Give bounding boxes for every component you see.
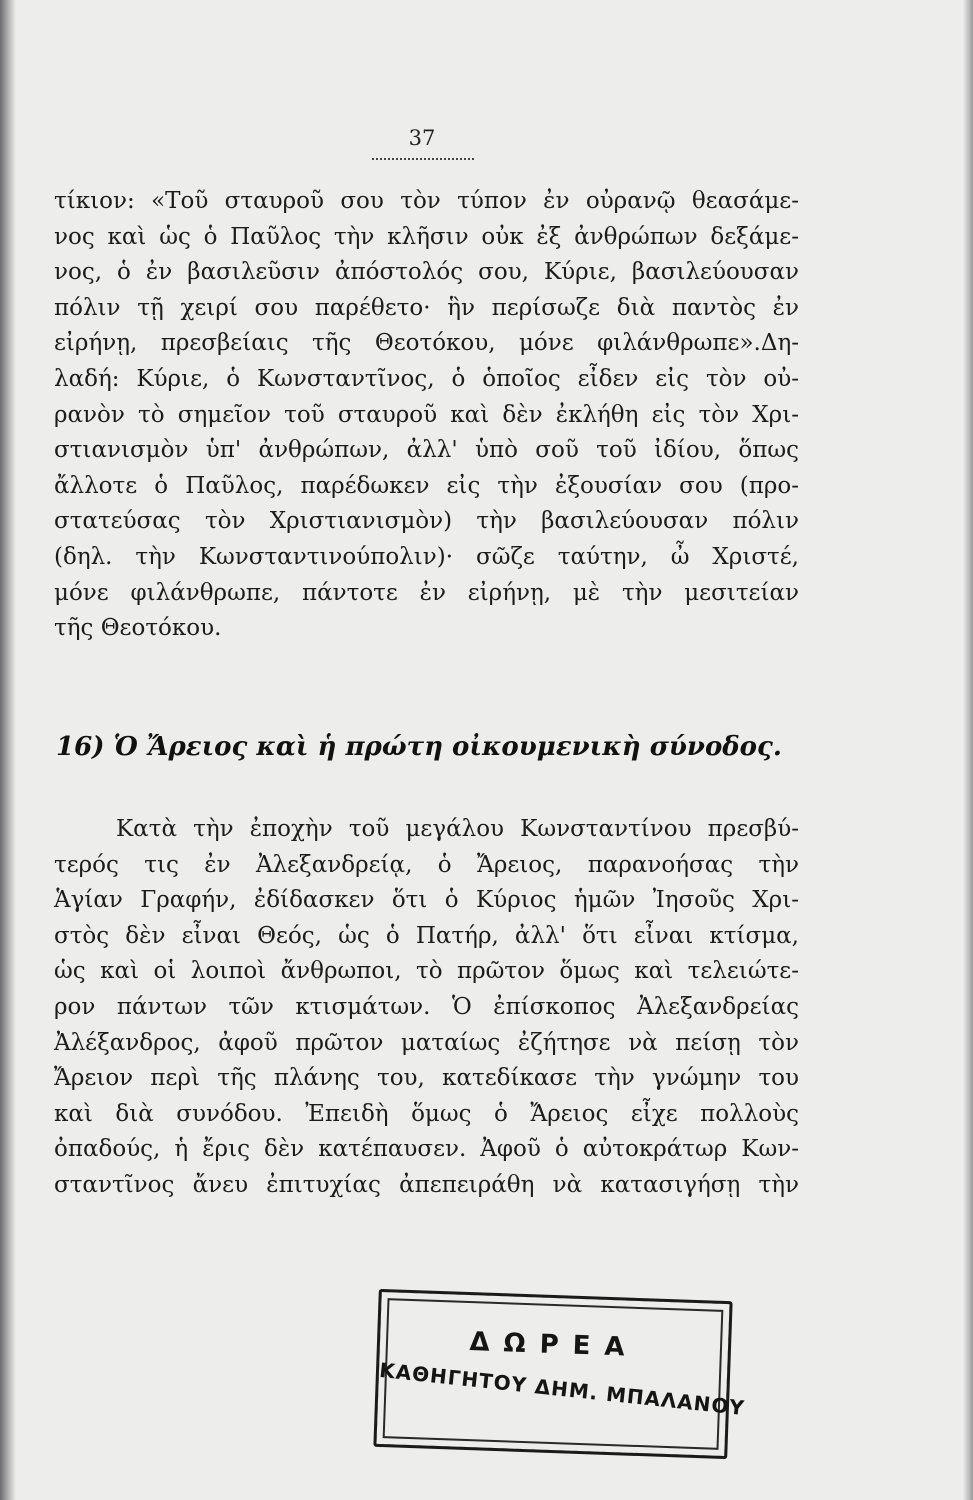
page-number-rule (372, 158, 474, 160)
text-line: στιανισμὸν ὑπ' ἀνθρώπων, ἀλλ' ὑπὸ σοῦ τοῦ ἰδίου, ὅπως (54, 437, 799, 464)
text-line: Κατὰ τὴν ἐποχὴν τοῦ μεγάλου Κωνσταντίνου πρεσβύ- (116, 816, 799, 842)
text-line: καὶ διὰ συνόδου. Ἐπειδὴ ὅμως ὁ Ἄρειος εἶχε πολλοὺς (54, 1100, 799, 1127)
text-line: μόνε φιλάνθρωπε, πάντοτε ἐν εἰρήνῃ, μὲ τὴν μεσιτείαν (54, 579, 799, 606)
paragraph-section-16 (54, 812, 799, 1204)
text-line: ρανὸν τὸ σημεῖον τοῦ σταυροῦ καὶ δὲν ἐκλήθη εἰς τὸν Χρι- (54, 401, 799, 428)
text-line: τῆς Θεοτόκου. (54, 615, 222, 642)
page-edge-shadow (963, 0, 973, 1500)
stamp-title: ΔΩΡΕΑ (468, 1327, 640, 1363)
donation-stamp (373, 1289, 746, 1459)
text-line: ρον πάντων τῶν κτισμάτων. Ὁ ἐπίσκοπος Ἀλεξανδρείας (54, 993, 799, 1020)
text-line: Ἄρειον περὶ τῆς πλάνης του, κατεδίκασε τὴν γνώμην του (54, 1065, 799, 1092)
text-line: τερός τις ἐν Ἀλεξανδρείᾳ, ὁ Ἄρειος, παρανοήσας τὴν (54, 851, 799, 878)
text-line: σταντῖνος ἄνευ ἐπιτυχίας ἀπεπειράθη νὰ κατασιγήσῃ τὴν (54, 1171, 799, 1198)
page-binding-shadow (0, 0, 16, 1500)
page-number: 37 (408, 126, 436, 150)
text-line: λαδή: Κύριε, ὁ Κωνσταντῖνος, ὁ ὁποῖος εἶδεν εἰς τὸν οὐ- (54, 365, 799, 392)
paragraph-continuation (54, 184, 799, 647)
text-line: Ἀλέξανδρος, ἀφοῦ πρῶτον ματαίως ἐζήτησε νὰ πείσῃ τὸν (54, 1029, 799, 1056)
text-line: πόλιν τῇ χειρί σου παρέθετο· ἣν περίσωζε διὰ παντὸς ἐν (54, 294, 799, 321)
text-line: (δηλ. τὴν Κωνσταντινούπολιν)· σῶζε ταύτην, ὦ Χριστέ, (54, 543, 799, 570)
section-heading: 16) Ὁ Ἄρειος καὶ ἡ πρώτη οἰκουμενικὴ σύνοδος. (56, 732, 782, 762)
text-line: στὸς δὲν εἶναι Θεός, ὡς ὁ Πατήρ, ἀλλ' ὅτι εἶναι κτίσμα, (54, 922, 799, 949)
text-line: εἰρήνῃ, πρεσβείαις τῆς Θεοτόκου, μόνε φιλάνθρωπε».Δη- (54, 330, 799, 357)
text-line: ὡς καὶ οἱ λοιποὶ ἄνθρωποι, τὸ πρῶτον ὅμως καὶ τελειώτε- (54, 958, 799, 985)
text-line: τίκιον: «Τοῦ σταυροῦ σου τὸν τύπον ἐν οὐρανῷ θεασάμε- (54, 188, 799, 214)
stamp-donor: ΚΑΘΗΓΗΤΟΥ ΔΗΜ. ΜΠΑΛΑΝΟΥ (378, 1357, 746, 1421)
text-line: νος καὶ ὡς ὁ Παῦλος τὴν κλῆσιν οὐκ ἐξ ἀνθρώπων δεξάμε- (54, 223, 799, 250)
text-line: ἄλλοτε ὁ Παῦλος, παρέδωκεν εἰς τὴν ἐξουσίαν σου (προ- (54, 472, 799, 499)
text-line: Ἁγίαν Γραφήν, ἐδίδασκεν ὅτι ὁ Κύριος ἡμῶν Ἰησοῦς Χρι- (54, 887, 799, 914)
text-line: ὀπαδούς, ἡ ἔρις δὲν κατέπαυσεν. Ἀφοῦ ὁ αὐτοκράτωρ Κων- (54, 1136, 799, 1163)
text-line: νος, ὁ ἐν βασιλεῦσιν ἀπόστολός σου, Κύριε, βασιλεύουσαν (54, 259, 799, 286)
text-line: στατεύσας τὸν Χριστιανισμὸν) τὴν βασιλεύουσαν πόλιν (54, 508, 799, 535)
